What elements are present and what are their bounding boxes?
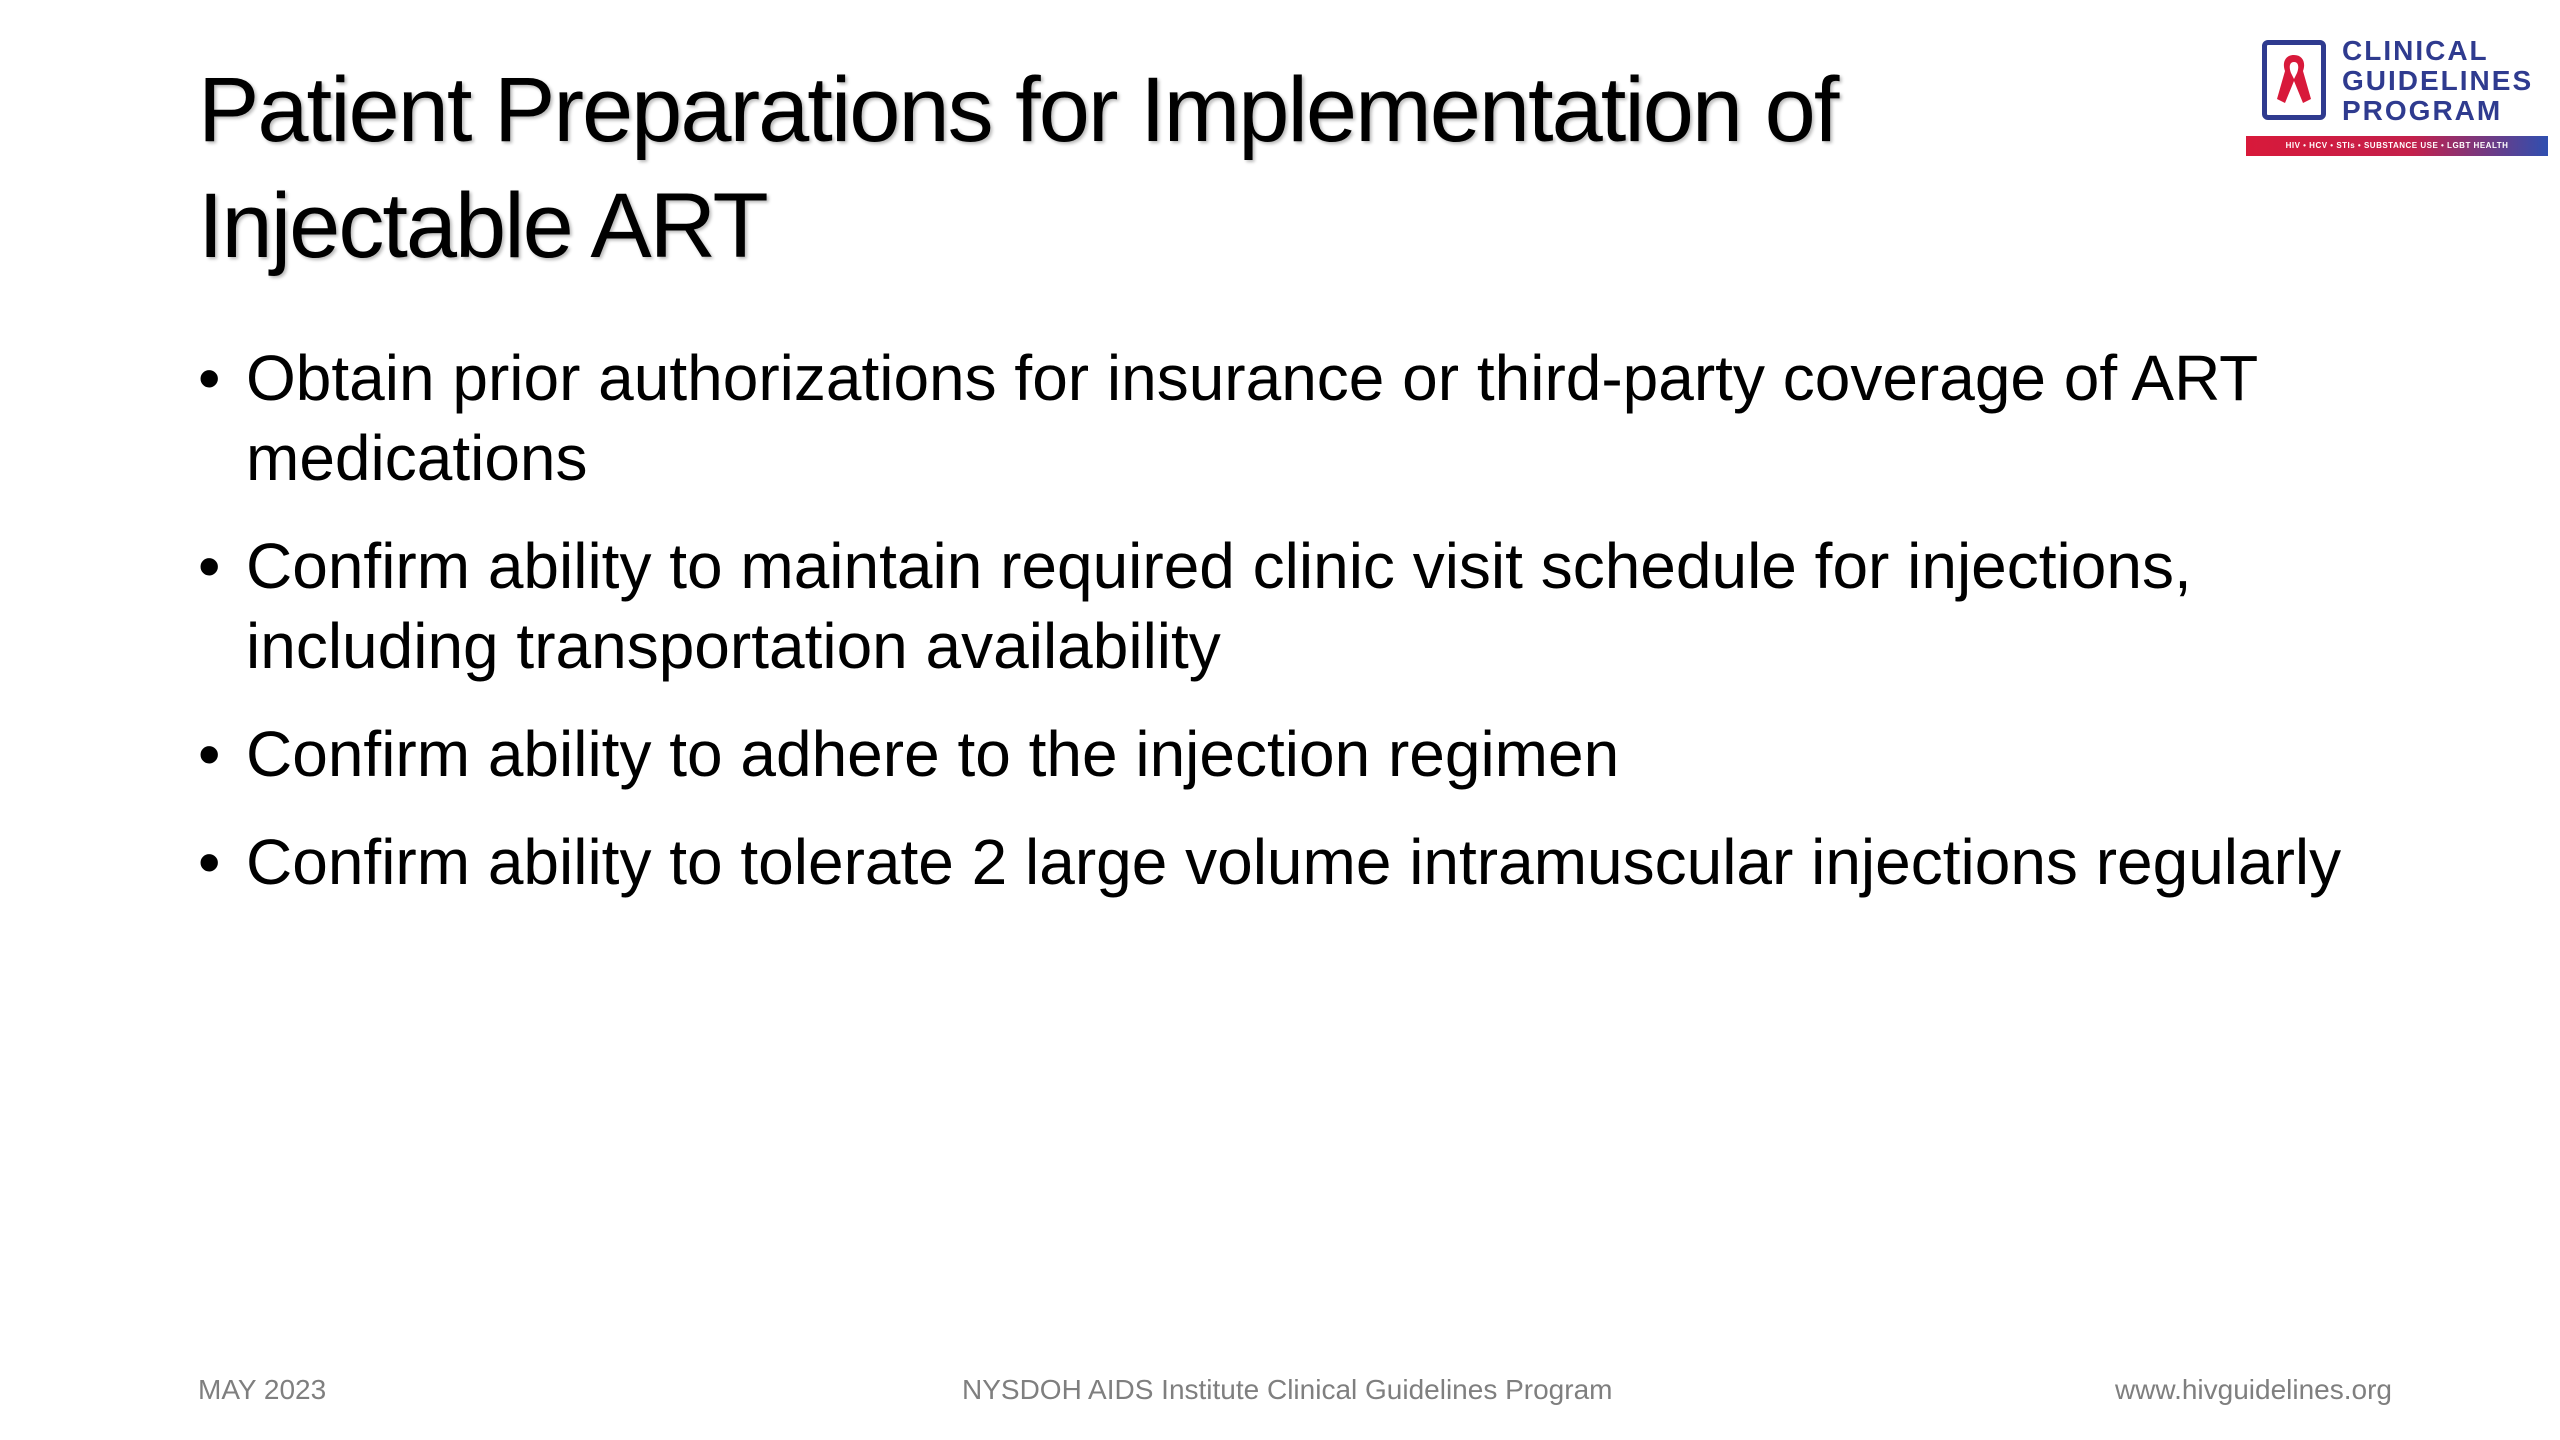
bullet-marker: • — [198, 530, 221, 602]
footer-website-link[interactable]: www.hivguidelines.org — [2114, 1374, 2392, 1405]
logo-ribbon-frame — [2262, 40, 2326, 120]
bullet-item — [198, 822, 2418, 902]
bullet-text: Confirm ability to adhere to the injection regimen — [246, 718, 1620, 790]
bullet-item — [198, 714, 2418, 794]
red-ribbon-icon — [2273, 51, 2315, 111]
logo-line-3: PROGRAM — [2342, 95, 2503, 126]
bullet-marker: • — [198, 342, 221, 414]
bullet-item — [198, 526, 2418, 686]
bullet-text: Confirm ability to maintain required clinic visit schedule for injections, including transportation availability — [246, 530, 2192, 682]
footer-date: MAY 2023 — [198, 1374, 327, 1405]
logo-tagline-bar: HIV • HCV • STIs • SUBSTANCE USE • LGBT HEALTH — [2246, 136, 2548, 156]
bullet-marker: • — [198, 718, 221, 790]
bullet-list — [198, 338, 2418, 930]
slide-title: Patient Preparations for Implementation of Injectable ART — [198, 59, 1838, 277]
clinical-guidelines-logo — [2240, 36, 2548, 160]
logo-line-1: CLINICAL — [2342, 35, 2489, 66]
footer-program-name: NYSDOH AIDS Institute Clinical Guidelines Program — [962, 1374, 1613, 1405]
bullet-marker: • — [198, 826, 221, 898]
bullet-item — [198, 338, 2418, 498]
bullet-text: Confirm ability to tolerate 2 large volume intramuscular injections regularly — [246, 826, 2342, 898]
logo-line-2: GUIDELINES — [2342, 65, 2534, 96]
bullet-text: Obtain prior authorizations for insurance or third-party coverage of ART medications — [246, 342, 2258, 494]
logo-wordmark — [2342, 36, 2533, 126]
